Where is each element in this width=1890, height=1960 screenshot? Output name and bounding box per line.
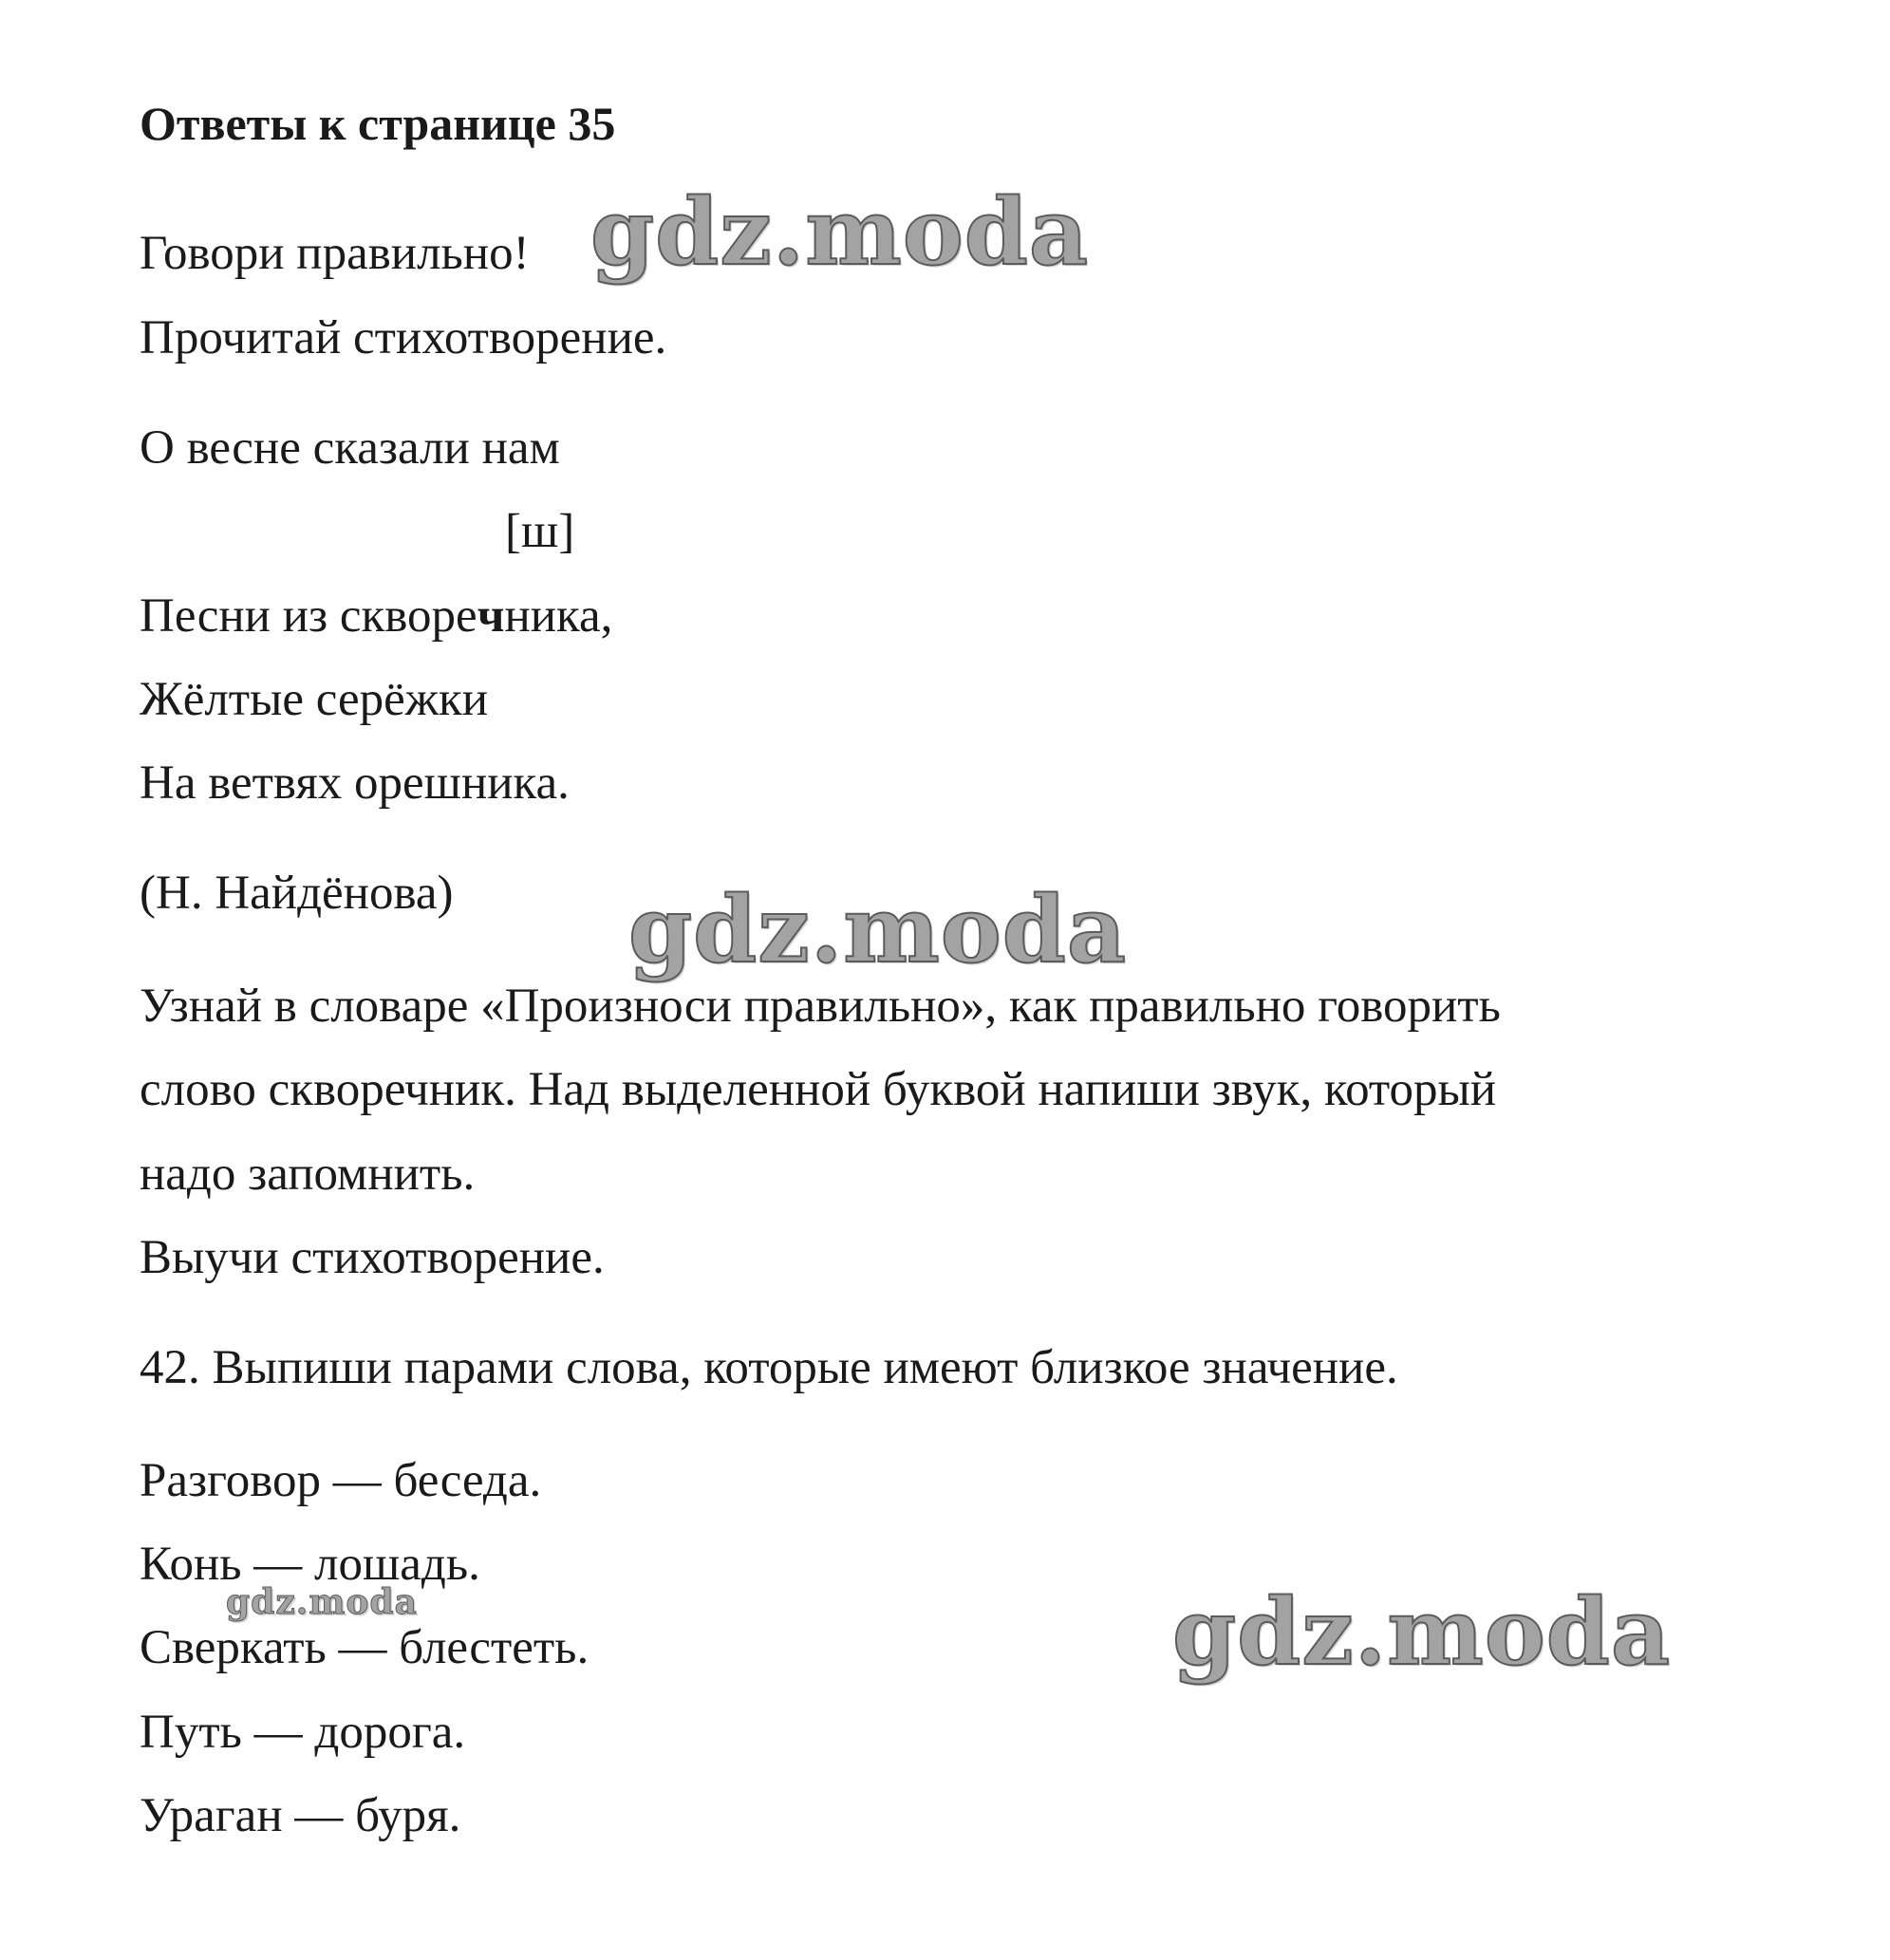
watermark: gdz.moda [590, 178, 1090, 286]
word-pair: Сверкать — блестеть. [140, 1621, 589, 1674]
word-pair: Конь — лошадь. [140, 1538, 480, 1591]
phonetic-transcription: [ш] [505, 505, 575, 558]
intro-line: Говори правильно! [140, 227, 530, 280]
poem-line: На ветвях орешника. [140, 756, 570, 810]
intro-line: Прочитай стихотворение. [140, 311, 667, 364]
page-title: Ответы к странице 35 [140, 97, 616, 150]
watermark: gdz.moda [1172, 1578, 1672, 1686]
word-pair: Разговор — беседа. [140, 1454, 542, 1507]
task-line: надо запомнить. [140, 1148, 476, 1201]
exercise-title: 42. Выпиши парами слова, которые имеют близкое значение. [140, 1341, 1398, 1394]
poem-line [140, 588, 612, 644]
task-line: Выучи стихотворение. [140, 1231, 605, 1284]
poem-author: (Н. Найдёнова) [140, 867, 454, 920]
word-pair: Путь — дорога. [140, 1706, 466, 1759]
task-line: Узнай в словаре «Произноси правильно», как правильно говорить [140, 980, 1501, 1033]
highlighted-letter: ч [477, 589, 505, 643]
poem-text: Песни из скворе [140, 589, 477, 643]
poem-line: О весне сказали нам [140, 421, 560, 475]
watermark: gdz.moda [628, 876, 1128, 983]
watermark: gdz.moda [226, 1582, 418, 1622]
poem-line: Жёлтые серёжки [140, 673, 489, 726]
task-line: слово скворечник. Над выделенной буквой напиши звук, который [140, 1063, 1497, 1116]
word-pair: Ураган — буря. [140, 1789, 461, 1842]
poem-text: ника, [504, 589, 613, 643]
